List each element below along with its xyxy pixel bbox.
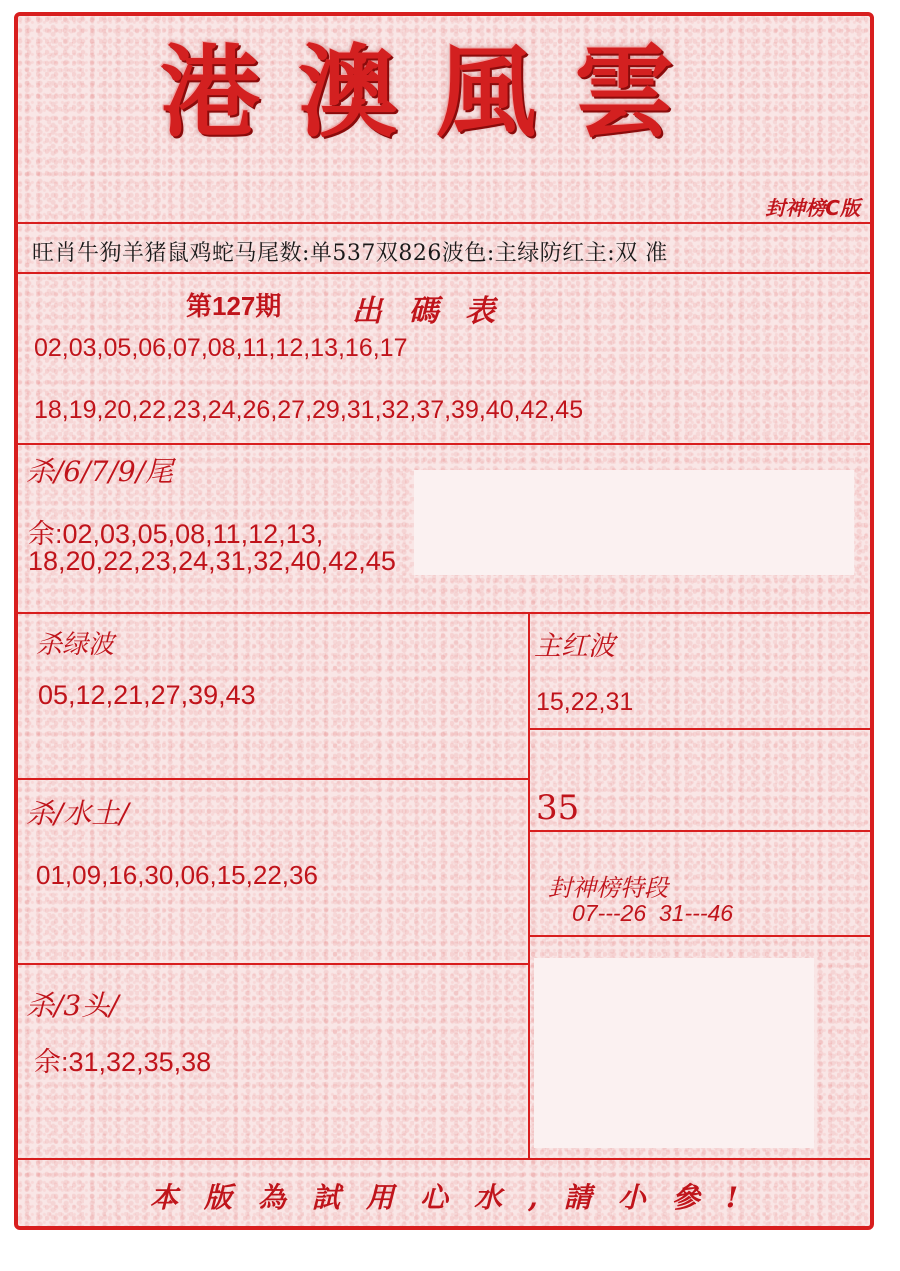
special-title: 封神榜特段 [548, 874, 668, 902]
column-divider [528, 612, 530, 1160]
special-values: 07---26 31---46 [572, 900, 734, 926]
blank-panel [534, 958, 814, 1148]
main-red-title: 主红波 [534, 631, 615, 662]
page-title: 港澳風雲 [160, 33, 712, 151]
divider [528, 830, 870, 832]
issue-number: 第127期 [186, 291, 282, 321]
kill-tail-row-2: 18,20,22,23,24,31,32,40,42,45 [28, 546, 396, 576]
kill-head-title: 杀/3头/ [26, 989, 119, 1022]
issue-label: 出 碼 表 [352, 294, 503, 329]
divider [528, 935, 870, 937]
blank-panel [414, 470, 854, 575]
divider [18, 272, 870, 274]
kill-green-values: 05,12,21,27,39,43 [38, 680, 256, 710]
divider [18, 963, 530, 965]
kill-element-values: 01,09,16,30,06,15,22,36 [36, 860, 318, 890]
issue-numbers-row-1: 02,03,05,06,07,08,11,12,13,16,17 [34, 334, 408, 362]
footer-note: 本版為試用心水,請小參! [150, 1181, 765, 1214]
divider [18, 778, 530, 780]
edition-label: 封神榜C版 [765, 196, 860, 220]
divider [528, 728, 870, 730]
issue-numbers-row-2: 18,19,20,22,23,24,26,27,29,31,32,37,39,40,42,45 [34, 396, 584, 424]
divider [18, 222, 870, 224]
divider [18, 1158, 870, 1160]
kill-tail-row-1: 余:02,03,05,08,11,12,13, [28, 519, 324, 549]
kill-tail-title: 杀/6/7/9/尾 [26, 455, 174, 488]
kill-head-values: 余:31,32,35,38 [34, 1047, 212, 1077]
main-red-values: 15,22,31 [536, 688, 634, 716]
divider [18, 612, 870, 614]
kill-element-title: 杀/水土/ [26, 797, 129, 830]
info-line: 旺肖牛狗羊猪鼠鸡蛇马尾数:单537双826波色:主绿防红主:双 准 [32, 241, 668, 266]
kill-green-title: 杀绿波 [36, 630, 115, 660]
single-number: 35 [536, 788, 580, 828]
divider [18, 443, 870, 445]
